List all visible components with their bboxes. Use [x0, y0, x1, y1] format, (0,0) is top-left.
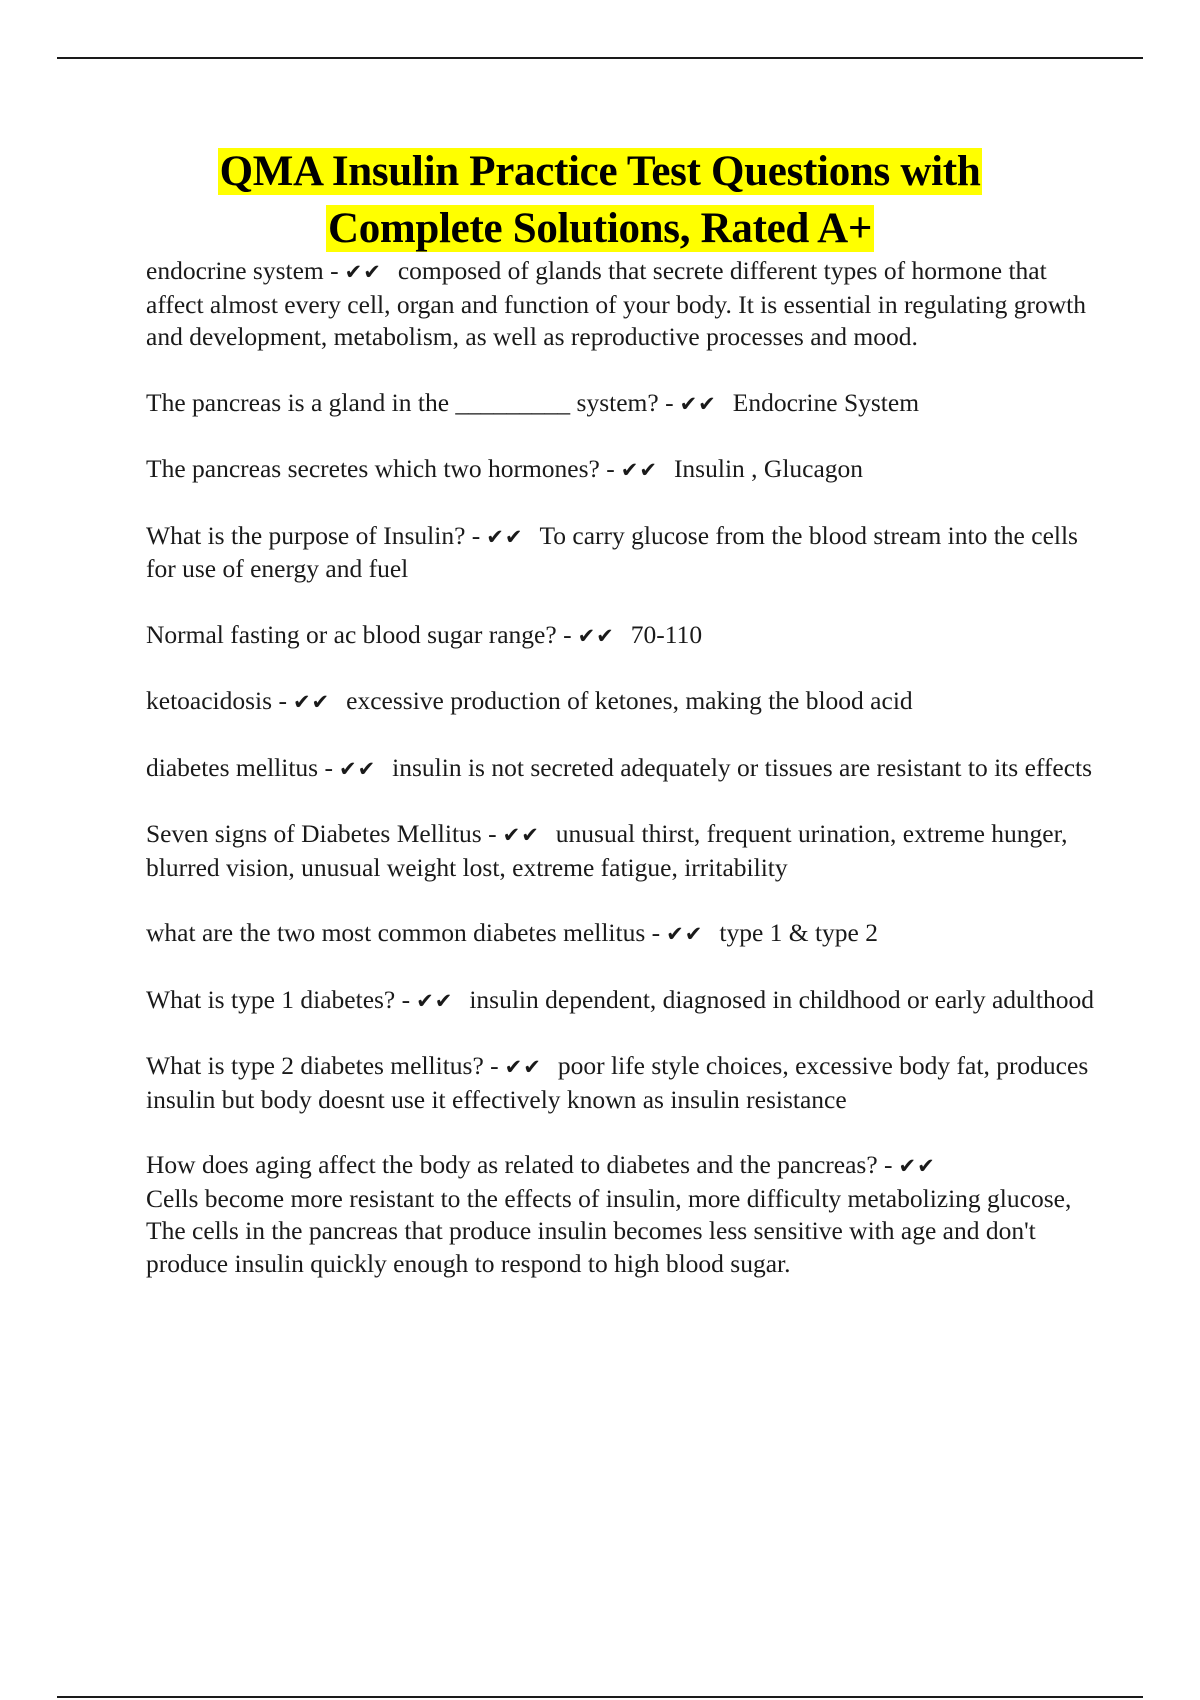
answer: Cells become more resistant to the effects of insulin, more difficulty metabolizing glucose, The cells in the pancreas that produce insulin becomes less sensitive with age and don't produce insulin quickly enough to respond to high blood sugar.	[146, 1183, 1072, 1278]
question: Seven signs of Diabetes Mellitus	[146, 819, 482, 848]
qa-item	[146, 917, 1096, 951]
answer: type 1 & type 2	[719, 918, 878, 947]
double-check-icon: ✔✔	[679, 391, 717, 416]
qa-item	[146, 1149, 1096, 1280]
answer: Endocrine System	[732, 387, 920, 417]
question: How does aging affect the body as related to diabetes and the pancreas?	[146, 1150, 878, 1179]
title-line-1: QMA Insulin Practice Test Questions with	[219, 148, 981, 195]
separator: -	[606, 454, 615, 483]
answer: excessive production of ketones, making the blood acid	[346, 686, 913, 715]
answer: composed of glands that secrete different types of hormone that affect almost every cell, organ and function of your body. It is essential in regulating growth and development, metabolism, as well as reproductive processes and mood.	[146, 256, 1086, 351]
qa-item	[146, 453, 1096, 487]
qa-item	[146, 685, 1096, 719]
qa-item	[146, 752, 1096, 786]
answer: poor life style choices, excessive body fat, produces insulin but body doesnt use it effectively known as insulin resistance	[146, 1051, 1089, 1114]
qa-list	[146, 255, 1096, 1313]
double-check-icon: ✔✔	[502, 823, 540, 847]
qa-item	[146, 818, 1096, 884]
answer: 70-110	[630, 619, 703, 649]
separator: -	[324, 752, 333, 782]
footer-rule	[57, 1696, 1143, 1698]
answer: unusual thirst, frequent urination, extreme hunger, blurred vision, unusual weight lost, extreme fatigue, irritability	[146, 819, 1068, 882]
question: endocrine system	[146, 256, 324, 285]
answer: Insulin , Glucagon	[673, 454, 864, 483]
separator: -	[401, 984, 411, 1014]
qa-item	[146, 520, 1096, 586]
header-rule	[57, 57, 1143, 59]
question: diabetes mellitus	[146, 752, 319, 782]
double-check-icon: ✔✔	[504, 1055, 542, 1079]
question: What is the purpose of Insulin?	[146, 520, 466, 550]
question: The pancreas is a gland in the _________ system?	[146, 387, 659, 417]
question: ketoacidosis	[146, 686, 273, 715]
title-line-2: Complete Solutions, Rated A+	[327, 205, 873, 252]
double-check-icon: ✔✔	[620, 458, 658, 482]
separator: -	[563, 619, 572, 649]
double-check-icon: ✔✔	[577, 623, 615, 648]
double-check-icon: ✔✔	[486, 524, 524, 549]
question: Normal fasting or ac blood sugar range?	[146, 619, 557, 649]
question: The pancreas secretes which two hormones?	[146, 454, 600, 483]
qa-item	[146, 984, 1096, 1018]
double-check-icon: ✔✔	[416, 988, 454, 1013]
separator: -	[278, 686, 287, 715]
answer: To carry glucose from the blood stream into the cells for use of energy and fuel	[146, 520, 1078, 583]
answer: insulin is not secreted adequately or tissues are resistant to its effects	[392, 752, 1093, 782]
qa-item	[146, 387, 1096, 421]
separator: -	[884, 1150, 893, 1179]
qa-item	[146, 619, 1096, 653]
separator: -	[665, 387, 674, 417]
question: what are the two most common diabetes mellitus	[146, 918, 646, 947]
double-check-icon: ✔✔	[344, 260, 382, 284]
separator: -	[471, 520, 481, 550]
double-check-icon: ✔✔	[338, 756, 377, 781]
qa-item	[146, 1050, 1096, 1116]
document-title	[0, 143, 1200, 257]
separator: -	[488, 819, 497, 848]
double-check-icon: ✔✔	[898, 1154, 936, 1178]
answer: insulin dependent, diagnosed in childhood or early adulthood	[469, 984, 1094, 1014]
question: What is type 2 diabetes mellitus?	[146, 1051, 484, 1080]
separator: -	[330, 256, 339, 285]
double-check-icon: ✔✔	[292, 690, 331, 714]
qa-item	[146, 255, 1096, 354]
double-check-icon: ✔✔	[666, 922, 704, 946]
separator: -	[651, 918, 661, 947]
separator: -	[490, 1051, 499, 1080]
question: What is type 1 diabetes?	[146, 984, 396, 1014]
